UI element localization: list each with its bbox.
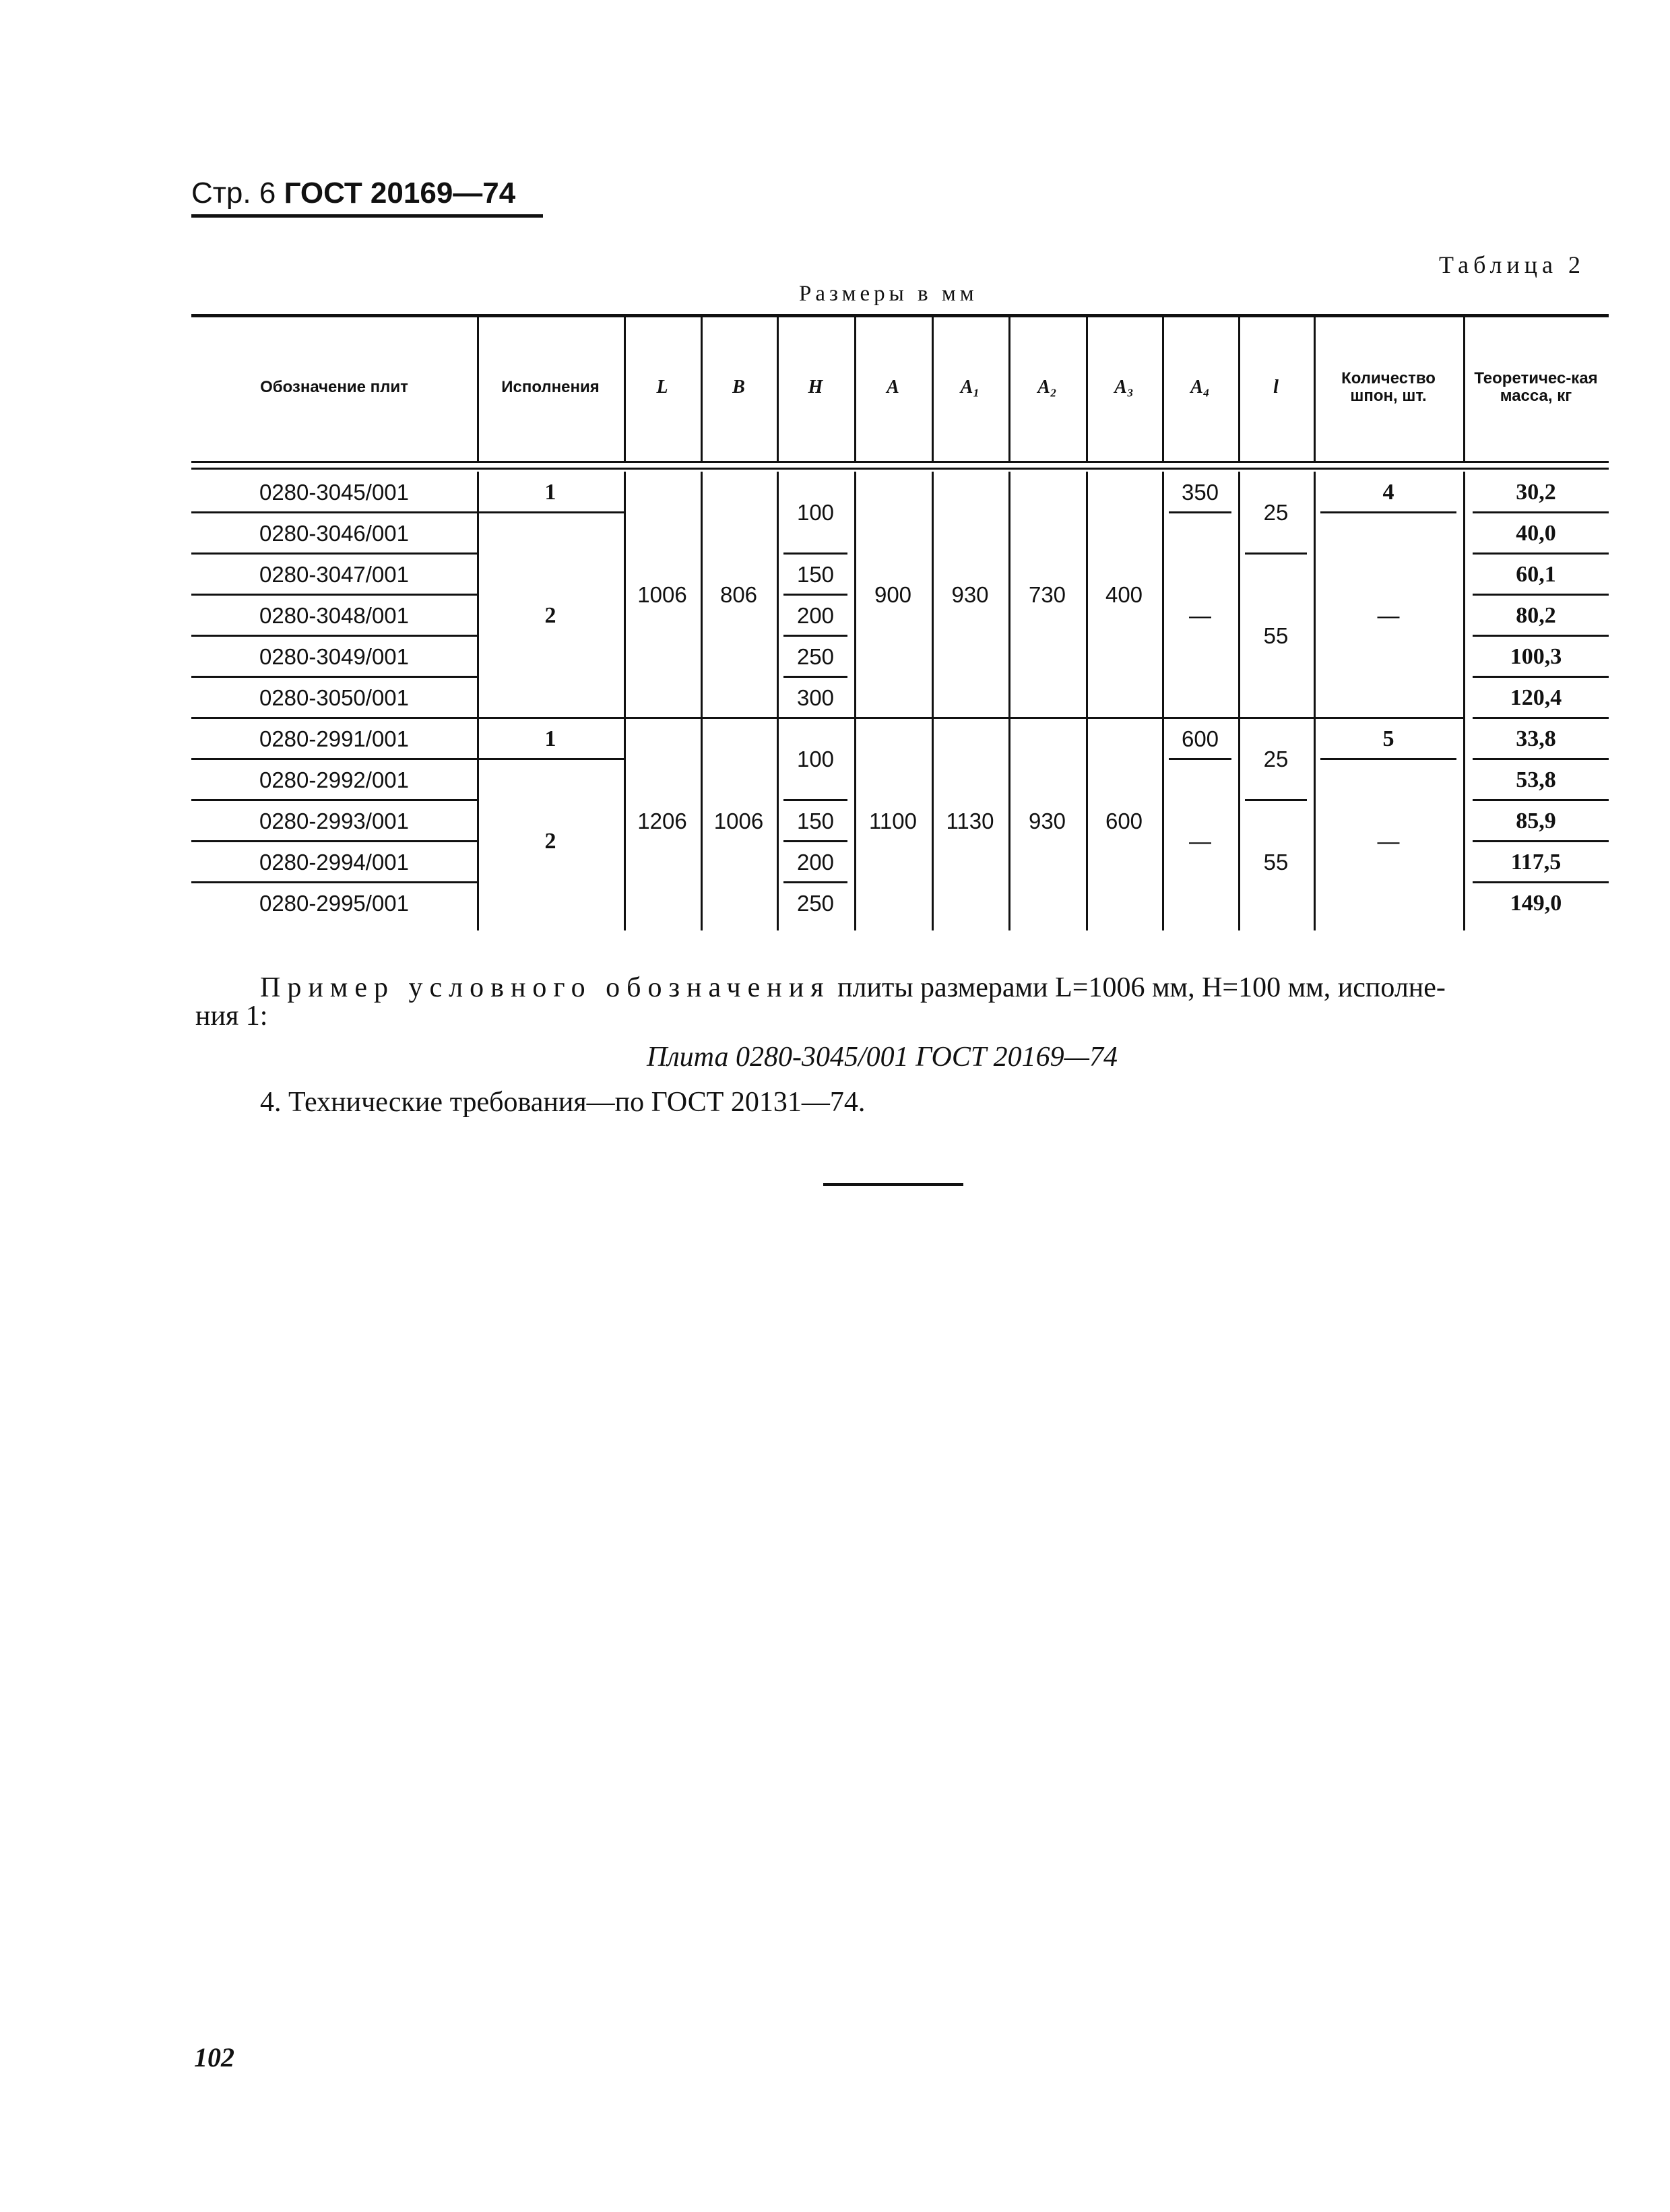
col-mass-header: Теоретичес-кая масса, кг: [1474, 369, 1598, 405]
page-header: [191, 177, 515, 210]
A4-cell: —: [1189, 829, 1211, 854]
example-designation: Плита 0280-3045/001 ГОСТ 20169—74: [647, 1042, 1118, 1073]
l-cell: 55: [1263, 849, 1289, 875]
H-cell: 100: [796, 500, 835, 525]
A-cell: 1100: [869, 808, 917, 833]
mass-cell: 30,2: [1516, 479, 1556, 505]
H-cell: 200: [796, 602, 835, 628]
col-B-header: B: [732, 377, 745, 398]
col-H-header: H: [808, 377, 823, 398]
col-designation-header: Обозначение плит: [260, 378, 408, 396]
mass-cell: 120,4: [1510, 685, 1562, 710]
L-cell: 1206: [637, 808, 687, 833]
mass-cell: 149,0: [1510, 890, 1562, 916]
table-number: Таблица 2: [1439, 251, 1585, 278]
page-label: Стр. 6: [191, 177, 276, 210]
units-caption: Размеры в мм: [799, 282, 978, 306]
col-A4-header: A₄: [1190, 377, 1210, 398]
mass-cell: 53,8: [1516, 767, 1556, 792]
mass-cell: 117,5: [1510, 849, 1562, 875]
A4-cell: 600: [1181, 726, 1219, 751]
header-underline: [191, 214, 543, 218]
end-rule: [823, 1183, 963, 1186]
execution-cell: 1: [544, 726, 556, 751]
execution-cell: 2: [544, 829, 556, 854]
H-cell: 100: [796, 747, 835, 771]
mass-cell: 60,1: [1516, 561, 1556, 587]
B-cell: 1006: [713, 808, 764, 833]
l-cell: 25: [1263, 747, 1289, 771]
standard-title: ГОСТ 20169—74: [284, 177, 516, 210]
H-cell: 250: [796, 890, 835, 916]
header-bottom-rule: [191, 461, 1609, 463]
keys-cell: 5: [1382, 726, 1394, 751]
example-paragraph: [260, 972, 1446, 1004]
mass-cell: 40,0: [1516, 520, 1556, 546]
execution-cell: 1: [544, 479, 556, 505]
execution-cell: 2: [544, 602, 556, 628]
group-rule: [1473, 717, 1609, 719]
designation-cell: 0280-2992/001: [259, 767, 410, 792]
B-cell: 806: [719, 582, 758, 607]
A3-cell: 600: [1105, 808, 1143, 833]
mass-cell: 80,2: [1516, 602, 1556, 628]
col-A3-header: A₃: [1114, 377, 1134, 398]
A2-cell: 730: [1028, 582, 1066, 607]
col-keys-header: Количество шпон, шт.: [1341, 369, 1436, 405]
page-number: 102: [194, 2042, 234, 2073]
col-A2-header: A₂: [1037, 377, 1057, 398]
A1-cell: 1130: [946, 808, 994, 833]
header-bottom-rule: [191, 468, 1609, 470]
designation-cell: 0280-2994/001: [259, 849, 410, 875]
keys-cell: —: [1377, 829, 1400, 854]
L-cell: 1006: [637, 582, 687, 607]
H-cell: 200: [796, 849, 835, 875]
col-L-header: L: [656, 377, 668, 398]
A3-cell: 400: [1105, 582, 1143, 607]
designation-cell: 0280-2993/001: [259, 808, 410, 833]
H-cell: 300: [796, 685, 835, 710]
mass-cell: 100,3: [1510, 643, 1562, 669]
A4-cell: 350: [1181, 479, 1219, 505]
example-text-line2: ния 1:: [195, 1001, 268, 1032]
l-cell: 55: [1263, 623, 1289, 648]
designation-cell: 0280-3048/001: [259, 602, 410, 628]
example-text-line1: плиты размерами L=1006 мм, H=100 мм, исполне-: [837, 972, 1446, 1003]
A-cell: 900: [874, 582, 912, 607]
H-cell: 150: [796, 561, 835, 587]
H-cell: 250: [796, 643, 835, 669]
col-l-header: l: [1273, 377, 1279, 398]
l-cell: 25: [1263, 500, 1289, 525]
designation-cell: 0280-3045/001: [259, 479, 410, 505]
mass-cell: 85,9: [1516, 808, 1556, 833]
designation-cell: 0280-3047/001: [259, 561, 410, 587]
H-cell: 150: [796, 808, 835, 833]
designation-cell: 0280-2995/001: [259, 890, 410, 916]
mass-cell: 33,8: [1516, 726, 1556, 751]
designation-cell: 0280-3046/001: [259, 520, 410, 546]
designation-cell: 0280-3050/001: [259, 685, 410, 710]
A1-cell: 930: [951, 582, 989, 607]
A4-cell: —: [1189, 602, 1211, 628]
example-intro: Пример условного обозначения: [260, 972, 831, 1003]
tech-requirements: 4. Технические требования—по ГОСТ 20131—74.: [260, 1087, 866, 1118]
A2-cell: 930: [1028, 808, 1066, 833]
designation-cell: 0280-2991/001: [259, 726, 410, 751]
col-A-header: A: [887, 377, 899, 398]
keys-cell: —: [1377, 602, 1400, 628]
col-A1-header: A₁: [960, 377, 980, 398]
col-execution-header: Исполнения: [501, 378, 600, 396]
designation-cell: 0280-3049/001: [259, 643, 410, 669]
keys-cell: 4: [1382, 479, 1394, 505]
